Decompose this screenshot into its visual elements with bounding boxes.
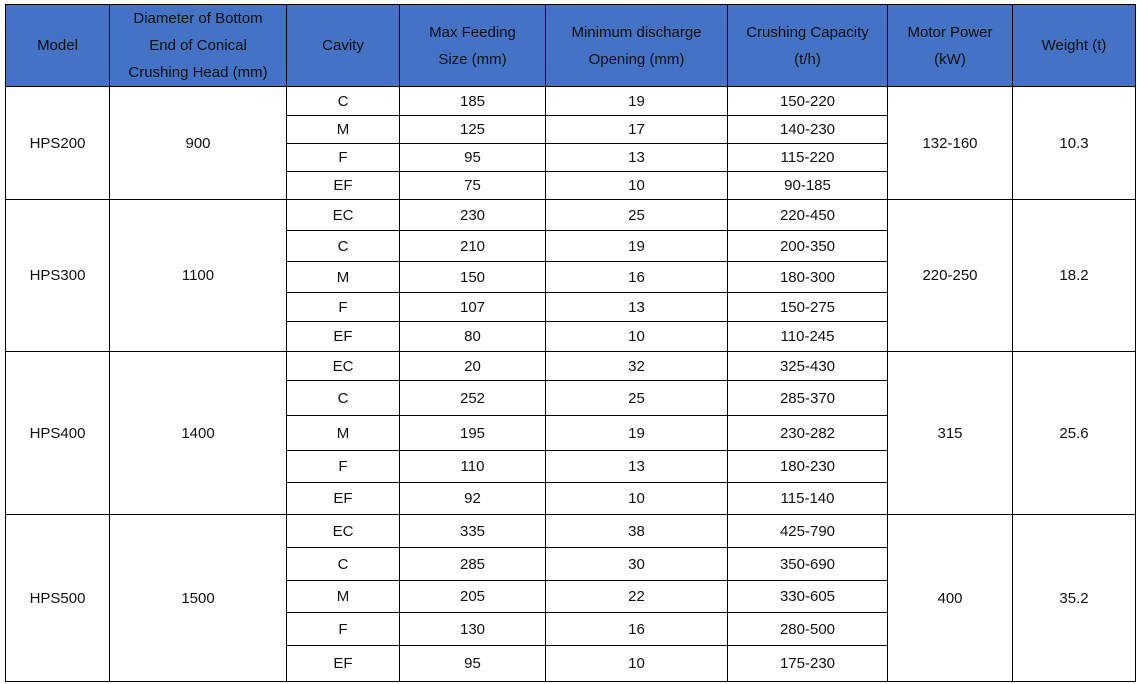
weight-cell: 10.3 <box>1013 87 1136 200</box>
feed-size-cell: 205 <box>400 581 546 613</box>
header-model: Model <box>6 5 110 87</box>
cavity-cell: F <box>287 293 400 322</box>
table-row <box>6 200 1136 231</box>
table-row <box>6 352 1136 381</box>
discharge-cell: 38 <box>546 515 728 548</box>
cavity-cell: C <box>287 381 400 416</box>
feed-size-cell: 80 <box>400 322 546 352</box>
capacity-cell: 285-370 <box>728 381 888 416</box>
header-motor-power: Motor Power (kW) <box>888 5 1013 87</box>
capacity-cell: 140-230 <box>728 116 888 144</box>
discharge-cell: 30 <box>546 548 728 581</box>
discharge-cell: 16 <box>546 262 728 293</box>
discharge-cell: 10 <box>546 483 728 515</box>
discharge-cell: 25 <box>546 200 728 231</box>
feed-size-cell: 110 <box>400 451 546 483</box>
feed-size-cell: 335 <box>400 515 546 548</box>
feed-size-cell: 230 <box>400 200 546 231</box>
weight-cell: 35.2 <box>1013 515 1136 682</box>
header-diameter: Diameter of Bottom End of Conical Crushing Head (mm) <box>110 5 287 87</box>
feed-size-cell: 92 <box>400 483 546 515</box>
model-cell: HPS400 <box>6 352 110 515</box>
capacity-cell: 330-605 <box>728 581 888 613</box>
discharge-cell: 13 <box>546 144 728 172</box>
motor-power-cell: 132-160 <box>888 87 1013 200</box>
capacity-cell: 180-230 <box>728 451 888 483</box>
capacity-cell: 110-245 <box>728 322 888 352</box>
feed-size-cell: 125 <box>400 116 546 144</box>
discharge-cell: 25 <box>546 381 728 416</box>
discharge-cell: 19 <box>546 416 728 451</box>
capacity-cell: 180-300 <box>728 262 888 293</box>
cavity-cell: C <box>287 548 400 581</box>
feed-size-cell: 210 <box>400 231 546 262</box>
capacity-cell: 115-220 <box>728 144 888 172</box>
cavity-cell: C <box>287 87 400 116</box>
cavity-cell: M <box>287 116 400 144</box>
motor-power-cell: 400 <box>888 515 1013 682</box>
capacity-cell: 350-690 <box>728 548 888 581</box>
header-cavity: Cavity <box>287 5 400 87</box>
feed-size-cell: 285 <box>400 548 546 581</box>
diameter-cell: 1500 <box>110 515 287 682</box>
diameter-cell: 1100 <box>110 200 287 352</box>
table-body <box>6 87 1136 682</box>
discharge-cell: 19 <box>546 231 728 262</box>
header-weight: Weight (t) <box>1013 5 1136 87</box>
capacity-cell: 230-282 <box>728 416 888 451</box>
header-capacity: Crushing Capacity (t/h) <box>728 5 888 87</box>
discharge-cell: 32 <box>546 352 728 381</box>
feed-size-cell: 95 <box>400 144 546 172</box>
feed-size-cell: 185 <box>400 87 546 116</box>
feed-size-cell: 130 <box>400 613 546 646</box>
feed-size-cell: 95 <box>400 646 546 682</box>
cavity-cell: EC <box>287 352 400 381</box>
header-row <box>6 5 1136 87</box>
table-row <box>6 87 1136 116</box>
weight-cell: 25.6 <box>1013 352 1136 515</box>
weight-cell: 18.2 <box>1013 200 1136 352</box>
cavity-cell: EF <box>287 172 400 200</box>
cavity-cell: EF <box>287 646 400 682</box>
header-feed-size: Max Feeding Size (mm) <box>400 5 546 87</box>
capacity-cell: 150-275 <box>728 293 888 322</box>
capacity-cell: 150-220 <box>728 87 888 116</box>
diameter-cell: 900 <box>110 87 287 200</box>
cavity-cell: F <box>287 451 400 483</box>
diameter-cell: 1400 <box>110 352 287 515</box>
capacity-cell: 220-450 <box>728 200 888 231</box>
capacity-cell: 425-790 <box>728 515 888 548</box>
discharge-cell: 10 <box>546 172 728 200</box>
cavity-cell: M <box>287 416 400 451</box>
discharge-cell: 13 <box>546 451 728 483</box>
discharge-cell: 13 <box>546 293 728 322</box>
cavity-cell: EC <box>287 515 400 548</box>
discharge-cell: 10 <box>546 646 728 682</box>
model-cell: HPS300 <box>6 200 110 352</box>
feed-size-cell: 107 <box>400 293 546 322</box>
discharge-cell: 22 <box>546 581 728 613</box>
cavity-cell: F <box>287 144 400 172</box>
capacity-cell: 280-500 <box>728 613 888 646</box>
capacity-cell: 175-230 <box>728 646 888 682</box>
feed-size-cell: 252 <box>400 381 546 416</box>
feed-size-cell: 75 <box>400 172 546 200</box>
discharge-cell: 16 <box>546 613 728 646</box>
cavity-cell: M <box>287 262 400 293</box>
cavity-cell: EF <box>287 483 400 515</box>
motor-power-cell: 220-250 <box>888 200 1013 352</box>
capacity-cell: 115-140 <box>728 483 888 515</box>
model-cell: HPS200 <box>6 87 110 200</box>
discharge-cell: 17 <box>546 116 728 144</box>
table-row <box>6 515 1136 548</box>
capacity-cell: 200-350 <box>728 231 888 262</box>
capacity-cell: 325-430 <box>728 352 888 381</box>
header-discharge-opening: Minimum discharge Opening (mm) <box>546 5 728 87</box>
model-cell: HPS500 <box>6 515 110 682</box>
capacity-cell: 90-185 <box>728 172 888 200</box>
cavity-cell: F <box>287 613 400 646</box>
discharge-cell: 19 <box>546 87 728 116</box>
discharge-cell: 10 <box>546 322 728 352</box>
motor-power-cell: 315 <box>888 352 1013 515</box>
cavity-cell: C <box>287 231 400 262</box>
specs-table <box>5 4 1136 682</box>
feed-size-cell: 150 <box>400 262 546 293</box>
feed-size-cell: 20 <box>400 352 546 381</box>
cavity-cell: EF <box>287 322 400 352</box>
cavity-cell: EC <box>287 200 400 231</box>
cavity-cell: M <box>287 581 400 613</box>
feed-size-cell: 195 <box>400 416 546 451</box>
